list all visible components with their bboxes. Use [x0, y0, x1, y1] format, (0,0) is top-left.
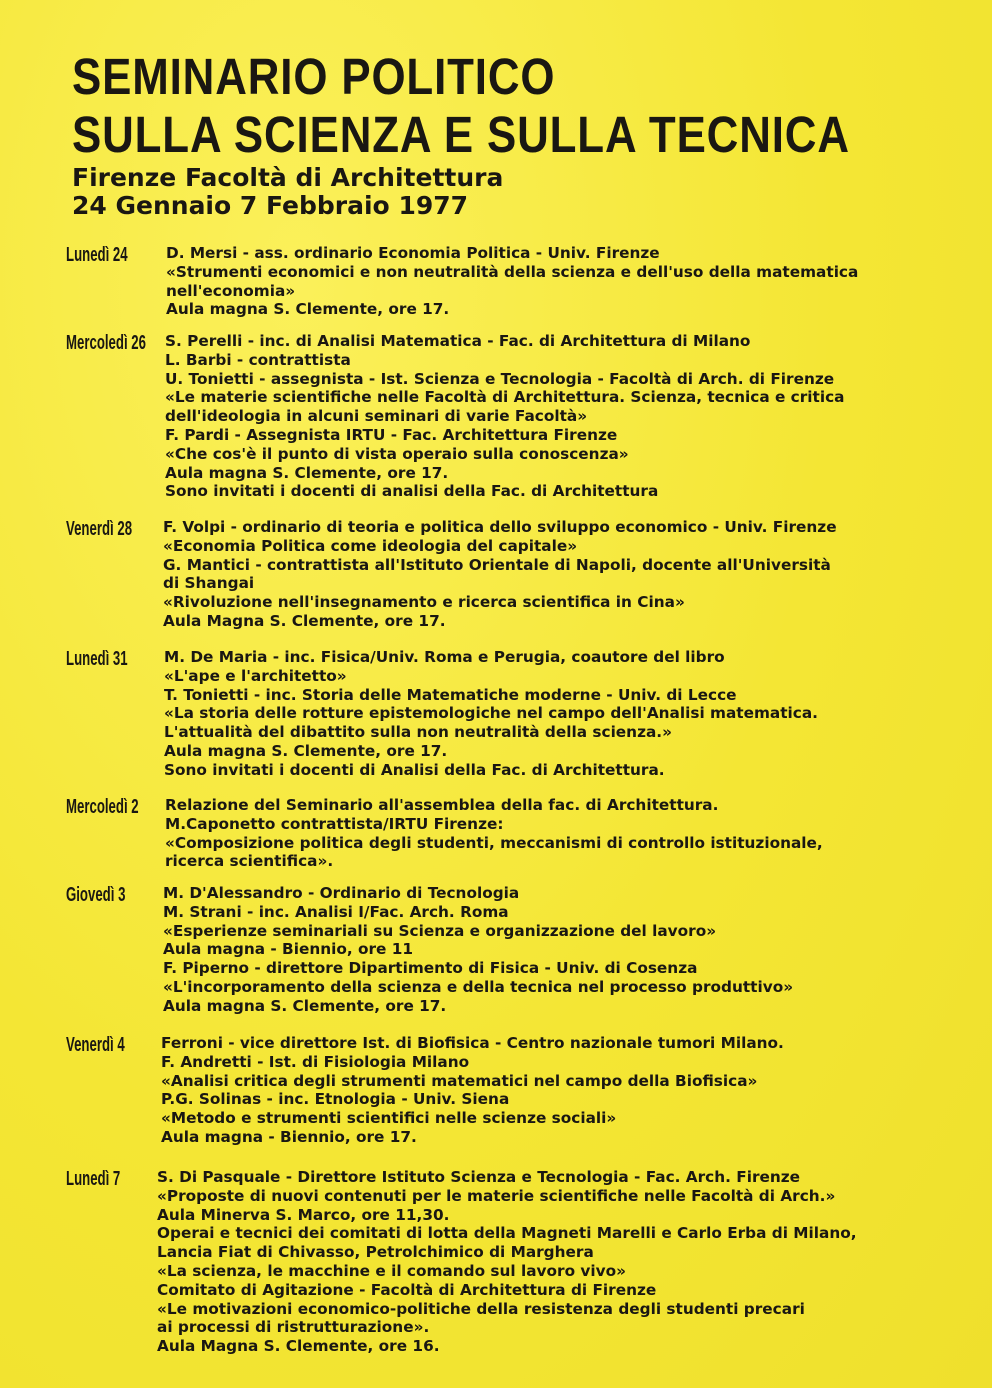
- event-detail-line: nell'economia»: [166, 281, 296, 300]
- event-detail-line: Aula magna S. Clemente, ore 17.: [164, 741, 448, 760]
- event-detail-line: S. Perelli - inc. di Analisi Matematica - Fac. di Architettura di Milano: [165, 332, 751, 350]
- poster-subtitle: [72, 164, 503, 220]
- event-day-label: Mercoledì 26: [66, 332, 146, 354]
- event-detail-line: di Shangai: [163, 574, 255, 593]
- subtitle-line-1: Firenze Facoltà di Architettura: [72, 163, 504, 192]
- event-detail-line: «Esperienze seminariali su Scienza e organizzazione del lavoro»: [163, 921, 717, 940]
- event-details: [163, 884, 953, 1016]
- event-detail-line: ricerca scientifica».: [165, 852, 334, 871]
- event-detail-line: S. Di Pasquale - Direttore Istituto Scienza e Tecnologia - Fac. Arch. Firenze: [157, 1168, 801, 1186]
- event-detail-line: Lancia Fiat di Chivasso, Petrolchimico di Marghera: [157, 1243, 594, 1262]
- event-detail-line: Sono invitati i docenti di Analisi della Fac. di Architettura.: [164, 760, 665, 779]
- event-detail-line: «Composizione politica degli studenti, meccanismi di controllo istituzionale,: [165, 833, 823, 852]
- event-detail-line: «Le motivazioni economico-politiche della resistenza degli studenti precari: [157, 1299, 805, 1318]
- poster-title: [72, 48, 850, 164]
- event-detail-line: Aula magna S. Clemente, ore 17.: [166, 300, 450, 319]
- event-details: [165, 796, 955, 871]
- event-detail-line: «Proposte di nuovi contenuti per le materie scientifiche nelle Facoltà di Arch.»: [157, 1186, 836, 1205]
- event-detail-line: U. Tonietti - assegnista - Ist. Scienza e Tecnologia - Facoltà di Arch. di Firenze: [165, 369, 835, 388]
- event-day-label: Lunedì 24: [66, 244, 128, 266]
- event-detail-line: Aula magna - Biennio, ore 11: [163, 940, 414, 959]
- subtitle-line-2: 24 Gennaio 7 Febbraio 1977: [72, 191, 469, 220]
- event-detail-line: Aula Minerva S. Marco, ore 11,30.: [157, 1205, 450, 1224]
- event-detail-line: Relazione del Seminario all'assemblea della fac. di Architettura.: [165, 796, 719, 814]
- event-detail-line: «Che cos'è il punto di vista operaio sulla conoscenza»: [165, 444, 629, 463]
- event-detail-line: Comitato di Agitazione - Facoltà di Architettura di Firenze: [157, 1280, 657, 1299]
- event-detail-line: Aula magna S. Clemente, ore 17.: [163, 996, 447, 1015]
- event-detail-line: D. Mersi - ass. ordinario Economia Politica - Univ. Firenze: [166, 244, 660, 262]
- event-detail-line: Aula magna S. Clemente, ore 17.: [165, 463, 449, 482]
- event-detail-line: ai processi di ristrutturazione».: [157, 1318, 430, 1337]
- event-detail-line: «L'ape e l'architetto»: [164, 666, 347, 685]
- event-detail-line: F. Andretti - Ist. di Fisiologia Milano: [161, 1052, 470, 1071]
- event-detail-line: «La scienza, le macchine e il comando sul lavoro vivo»: [157, 1261, 626, 1280]
- event-detail-line: M.Caponetto contrattista/IRTU Firenze:: [165, 814, 504, 833]
- event-detail-line: F. Piperno - direttore Dipartimento di Fisica - Univ. di Cosenza: [163, 959, 698, 978]
- event-detail-line: «Analisi critica degli strumenti matematici nel campo della Biofisica»: [161, 1071, 758, 1090]
- event-day-label: Lunedì 31: [66, 648, 128, 670]
- event-detail-line: M. De Maria - inc. Fisica/Univ. Roma e Perugia, coautore del libro: [164, 648, 725, 666]
- event-detail-line: «L'incorporamento della scienza e della tecnica nel processo produttivo»: [163, 977, 794, 996]
- event-detail-line: L'attualità del dibattito sulla non neutralità della scienza.»: [164, 723, 672, 742]
- title-line-2: SULLA SCIENZA E SULLA TECNICA: [72, 106, 850, 163]
- event-detail-line: Aula Magna S. Clemente, ore 16.: [157, 1337, 440, 1356]
- event-detail-line: «Strumenti economici e non neutralità della scienza e dell'uso della matematica: [166, 262, 859, 281]
- event-details: [157, 1168, 947, 1356]
- event-day-label: Venerdì 4: [66, 1034, 125, 1056]
- event-day-label: Lunedì 7: [66, 1168, 121, 1190]
- event-details: [161, 1034, 951, 1147]
- event-details: [166, 244, 956, 319]
- event-detail-line: T. Tonietti - inc. Storia delle Matematiche moderne - Univ. di Lecce: [164, 685, 737, 704]
- event-detail-line: «Economia Politica come ideologia del capitale»: [163, 536, 578, 555]
- event-detail-line: Aula Magna S. Clemente, ore 17.: [163, 611, 446, 630]
- event-detail-line: «Metodo e strumenti scientifici nelle scienze sociali»: [161, 1109, 617, 1128]
- event-detail-line: «La storia delle rotture epistemologiche nel campo dell'Analisi matematica.: [164, 704, 818, 723]
- event-detail-line: F. Pardi - Assegnista IRTU - Fac. Architettura Firenze: [165, 425, 618, 444]
- event-detail-line: dell'ideologia in alcuni seminari di varie Facoltà»: [165, 407, 588, 426]
- event-detail-line: G. Mantici - contrattista all'Istituto Orientale di Napoli, docente all'Università: [163, 555, 831, 574]
- event-details: [165, 332, 955, 501]
- event-detail-line: Aula magna - Biennio, ore 17.: [161, 1127, 417, 1146]
- event-detail-line: «Le materie scientifiche nelle Facoltà di Architettura. Scienza, tecnica e critica: [165, 388, 845, 407]
- event-detail-line: F. Volpi - ordinario di teoria e politica dello sviluppo economico - Univ. Firenze: [163, 518, 837, 536]
- event-detail-line: M. D'Alessandro - Ordinario di Tecnologia: [163, 884, 520, 902]
- event-detail-line: P.G. Solinas - inc. Etnologia - Univ. Siena: [161, 1090, 510, 1109]
- event-day-label: Mercoledì 2: [66, 796, 139, 818]
- event-details: [163, 518, 953, 631]
- event-day-label: Venerdì 28: [66, 518, 133, 540]
- title-line-1: SEMINARIO POLITICO: [72, 48, 556, 105]
- event-detail-line: L. Barbi - contrattista: [165, 350, 351, 369]
- event-detail-line: M. Strani - inc. Analisi I/Fac. Arch. Roma: [163, 902, 509, 921]
- event-details: [164, 648, 954, 780]
- event-detail-line: «Rivoluzione nell'insegnamento e ricerca scientifica in Cina»: [163, 593, 685, 612]
- event-day-label: Giovedì 3: [66, 884, 126, 906]
- event-detail-line: Ferroni - vice direttore Ist. di Biofisica - Centro nazionale tumori Milano.: [161, 1034, 784, 1052]
- event-detail-line: Sono invitati i docenti di analisi della Fac. di Architettura: [165, 482, 659, 501]
- event-detail-line: Operai e tecnici dei comitati di lotta della Magneti Marelli e Carlo Erba di Milano,: [157, 1224, 857, 1243]
